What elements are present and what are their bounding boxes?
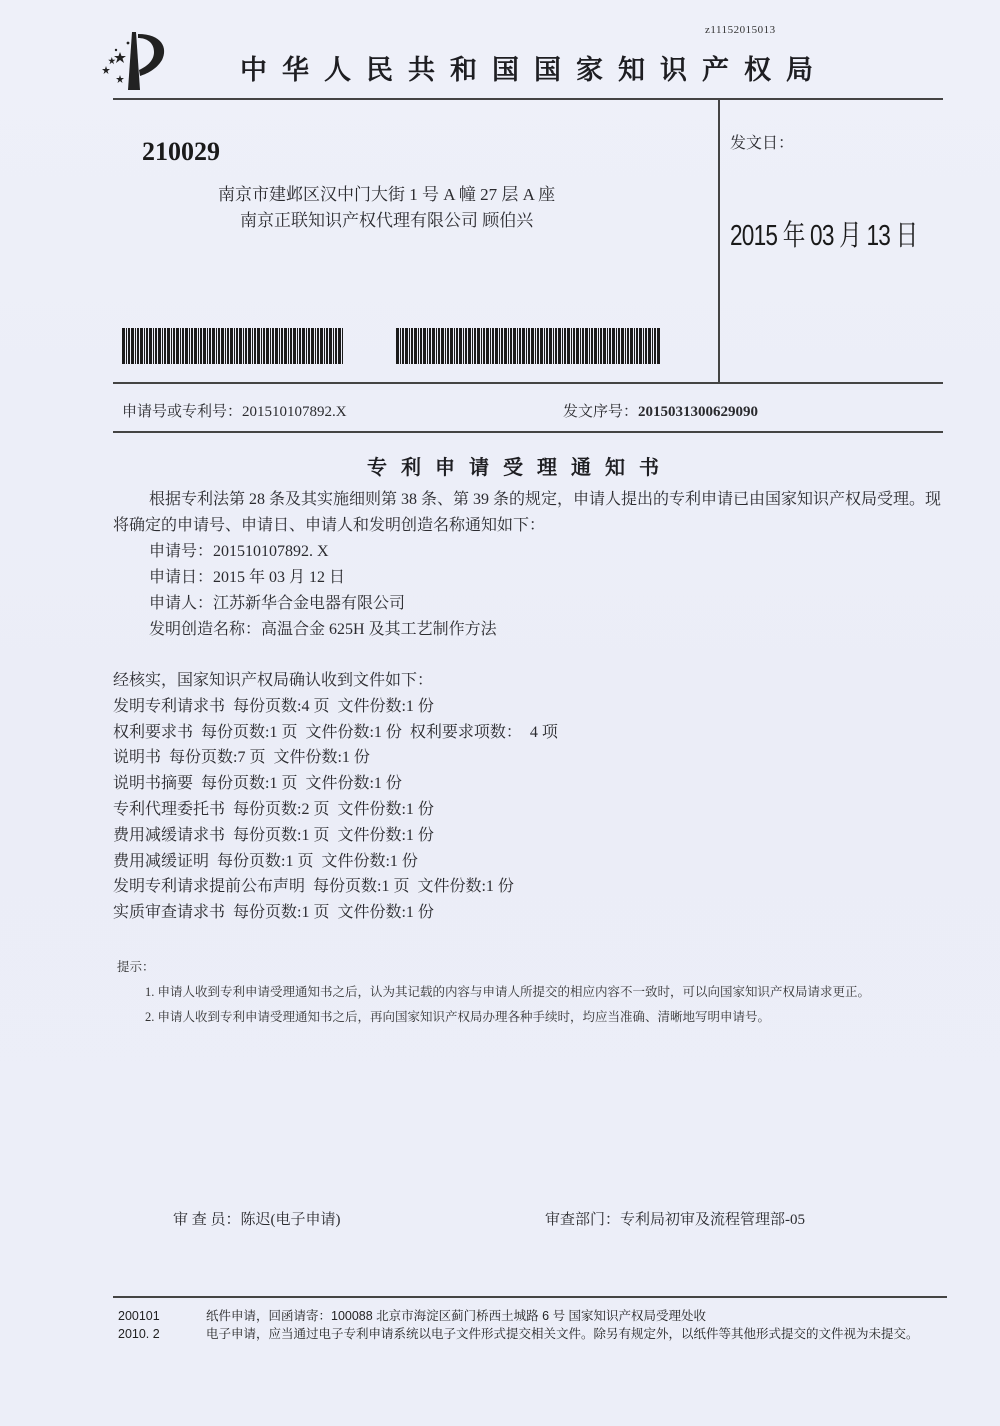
file-item: 发明专利请求提前公布声明 每份页数:1 页 文件份数:1 份: [113, 878, 514, 896]
tips-label: 提示：: [117, 960, 155, 974]
file-item: 权利要求书 每份页数:1 页 文件份数:1 份 权利要求项数： 4 项: [113, 723, 558, 741]
document-title: 专利申请受理通知书: [367, 455, 673, 479]
postcode: 210029: [142, 137, 220, 166]
tip-item: 1. 申请人收到专利申请受理通知书之后，认为其记载的内容与申请人所提交的相应内容不一致时，可以向国家知识产权局请求更正。: [145, 985, 871, 999]
file-item: 说明书 每份页数:7 页 文件份数:1 份: [113, 749, 370, 767]
form-code: 200101: [118, 1309, 160, 1323]
file-item: 发明专利请求书 每份页数:4 页 文件份数:1 份: [113, 697, 434, 715]
dispatch-number-value: 2015031300629090: [638, 404, 759, 420]
agency-name: 中华人民共和国国家知识产权局: [240, 55, 828, 86]
paper-filing-note: 纸件申请，回函请寄：100088 北京市海淀区蓟门桥西土城路 6 号 国家知识产权局受理处收: [206, 1309, 707, 1323]
file-item: 费用减缓请求书 每份页数:1 页 文件份数:1 份: [113, 826, 434, 844]
document-code: z11152015013: [705, 24, 776, 36]
examination-department: 审查部门：专利局初审及流程管理部-05: [545, 1212, 805, 1228]
intro-paragraph: 根据专利法第 28 条及其实施细则第 38 条、第 39 条的规定，申请人提出的专利申请已由国家知识产权局受理。现将确定的申请号、申请日、申请人和发明创造名称通知如下：: [113, 491, 942, 534]
dispatch-number-row: [563, 400, 758, 421]
numbers-divider: [113, 431, 943, 433]
info-applicant: 申请人：江苏新华合金电器有限公司: [149, 595, 406, 612]
recipient-agency: 南京正联知识产权代理有限公司 顾伯兴: [240, 211, 534, 230]
electronic-filing-note: 电子申请，应当通过电子专利申请系统以电子文件形式提交相关文件。除另有规定外，以纸件等其他形式提交的文件视为未提交。: [206, 1327, 919, 1341]
examiner: 审 查 员：陈迟(电子申请): [173, 1212, 341, 1228]
issue-date-label: 发文日：: [730, 135, 795, 152]
application-number-label: 申请号或专利号：: [122, 404, 243, 420]
issue-date-divider: [718, 98, 720, 383]
barcode-right: [396, 328, 664, 364]
dispatch-number-label: 发文序号：: [563, 404, 639, 420]
file-item: 说明书摘要 每份页数:1 页 文件份数:1 份: [113, 775, 402, 793]
cnipa-logo-icon: [92, 30, 170, 92]
info-application-date: 申请日：2015 年 03 月 12 日: [149, 569, 346, 586]
file-item: 专利代理委托书 每份页数:2 页 文件份数:1 份: [113, 800, 434, 818]
issue-date: 2015 年 03 月 13 日: [730, 220, 918, 252]
tips-section: [117, 955, 957, 1030]
application-info-list: [149, 539, 497, 643]
info-application-number: 申请号：201510107892. X: [149, 543, 329, 560]
barcode-divider: [113, 382, 943, 384]
application-number-row: [122, 400, 347, 421]
received-files-list: [113, 668, 558, 926]
barcode-left: [122, 328, 347, 364]
file-item: 实质审查请求书 每份页数:1 页 文件份数:1 份: [113, 904, 434, 922]
footer-divider: [113, 1296, 947, 1298]
form-version: 2010. 2: [118, 1327, 160, 1341]
file-item: 费用减缓证明 每份页数:1 页 文件份数:1 份: [113, 852, 418, 870]
application-number-value: 201510107892.X: [242, 404, 347, 420]
header-divider: [113, 98, 943, 100]
info-invention-title: 发明创造名称：高温合金 625H 及其工艺制作方法: [149, 621, 497, 638]
tip-item: 2. 申请人收到专利申请受理通知书之后，再向国家知识产权局办理各种手续时，均应当准确、清晰地写明申请号。: [145, 1010, 771, 1024]
files-intro: 经核实，国家知识产权局确认收到文件如下：: [113, 672, 434, 689]
recipient-address: 南京市建邺区汉中门大街 1 号 A 幢 27 层 A 座: [218, 185, 556, 204]
